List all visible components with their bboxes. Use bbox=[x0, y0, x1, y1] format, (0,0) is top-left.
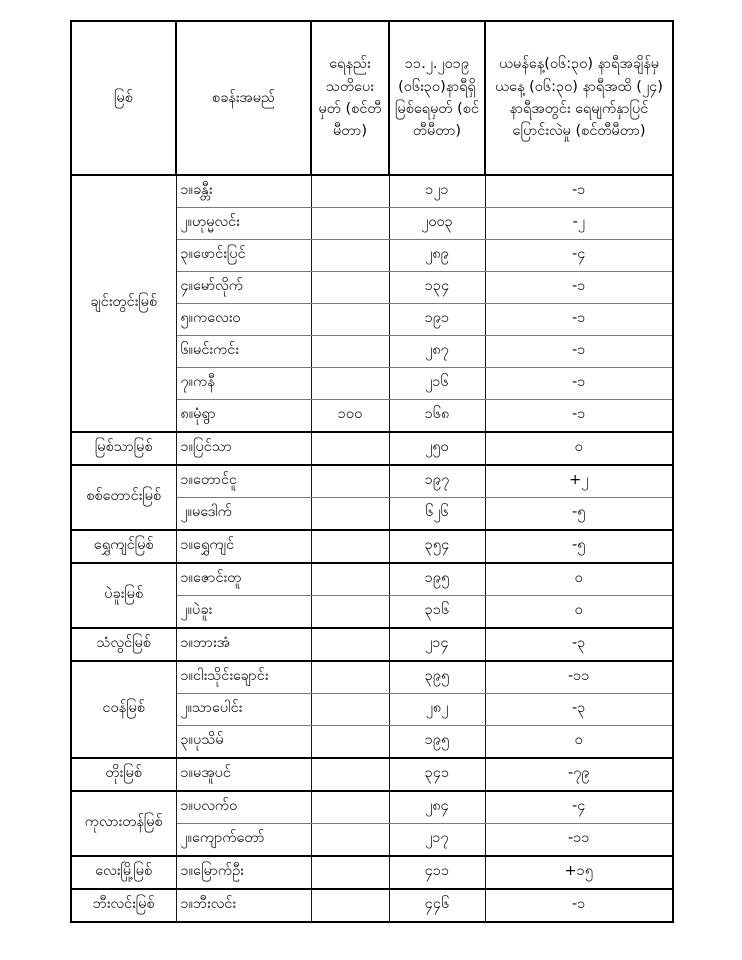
change-24h-cell: -၇၉ bbox=[485, 758, 673, 791]
warning-level-cell bbox=[311, 726, 389, 759]
table-row bbox=[71, 563, 673, 596]
column-header-warning: ရေနည်း သတိပေးမှတ် (စင်တီမီတာ) bbox=[311, 21, 389, 175]
column-header-change: ယမန်နေ့(၀၆:၃၀) နာရီအချိန်မှ ယနေ့ (၀၆:၃၀) နာရီအထိ (၂၄) နာရီအတွင်း ရေမျက်နှာပြင်ပြောင်းလဲမှု (စင်တီမီတာ) bbox=[485, 21, 673, 175]
change-24h-cell: -၃ bbox=[485, 694, 673, 726]
warning-level-cell bbox=[311, 694, 389, 726]
water-level-cell: ၁၆၈ bbox=[389, 400, 485, 433]
change-24h-cell: -၁ bbox=[485, 400, 673, 433]
station-name-cell: ၈။မုံရွာ bbox=[176, 400, 311, 433]
station-name-cell: ၄။မော်လိုက် bbox=[176, 272, 311, 304]
table-row bbox=[71, 661, 673, 694]
station-name-cell: ၁။ဇောင်းတူ bbox=[176, 563, 311, 596]
river-name-cell: ရွှေကျင်မြစ် bbox=[71, 530, 176, 563]
change-24h-cell: -၁ bbox=[485, 304, 673, 336]
station-name-cell: ၁။မြောက်ဦး bbox=[176, 856, 311, 889]
water-level-cell: ၁၃၄ bbox=[389, 272, 485, 304]
station-name-cell: ၃။ပုသိမ် bbox=[176, 726, 311, 759]
table-row bbox=[71, 465, 673, 498]
change-24h-cell: -၅ bbox=[485, 498, 673, 531]
change-24h-cell: -၄ bbox=[485, 240, 673, 272]
water-level-cell: ၆၂၆ bbox=[389, 498, 485, 531]
header-row bbox=[71, 21, 673, 175]
warning-level-cell bbox=[311, 628, 389, 661]
column-header-station: စခန်းအမည် bbox=[176, 21, 311, 175]
table-row bbox=[71, 432, 673, 465]
change-24h-cell: -၁၁ bbox=[485, 824, 673, 857]
water-level-cell: ၃၅၄ bbox=[389, 530, 485, 563]
table-row bbox=[71, 889, 673, 922]
water-level-cell: ၃၉၅ bbox=[389, 661, 485, 694]
warning-level-cell bbox=[311, 824, 389, 857]
change-24h-cell: -၁ bbox=[485, 175, 673, 208]
warning-level-cell bbox=[311, 432, 389, 465]
warning-level-cell bbox=[311, 240, 389, 272]
warning-level-cell bbox=[311, 791, 389, 824]
warning-level-cell bbox=[311, 304, 389, 336]
table-header bbox=[71, 21, 673, 175]
station-name-cell: ၁။ရွှေကျင် bbox=[176, 530, 311, 563]
river-name-cell: စစ်တောင်းမြစ် bbox=[71, 465, 176, 530]
change-24h-cell: -၁ bbox=[485, 368, 673, 400]
change-24h-cell: ၀ bbox=[485, 726, 673, 759]
water-level-cell: ၂၈၂ bbox=[389, 694, 485, 726]
warning-level-cell bbox=[311, 208, 389, 240]
station-name-cell: ၃။ဖောင်းပြင် bbox=[176, 240, 311, 272]
change-24h-cell: ၀ bbox=[485, 563, 673, 596]
table-body bbox=[71, 175, 673, 922]
change-24h-cell: -၁ bbox=[485, 889, 673, 922]
river-name-cell: ဘီးလင်းမြစ် bbox=[71, 889, 176, 922]
river-name-cell: ကုလားတန်မြစ် bbox=[71, 791, 176, 856]
water-level-cell: ၂၈၄ bbox=[389, 791, 485, 824]
river-name-cell: ချင်းတွင်းမြစ် bbox=[71, 175, 176, 432]
station-name-cell: ၁။ငါးသိုင်းချောင်း bbox=[176, 661, 311, 694]
water-level-cell: ၂၅၀ bbox=[389, 432, 485, 465]
station-name-cell: ၁။ပြင်သာ bbox=[176, 432, 311, 465]
change-24h-cell: -၅ bbox=[485, 530, 673, 563]
water-level-cell: ၁၉၁ bbox=[389, 304, 485, 336]
change-24h-cell: -၂ bbox=[485, 208, 673, 240]
river-name-cell: ငဝန်မြစ် bbox=[71, 661, 176, 758]
change-24h-cell: -၃ bbox=[485, 628, 673, 661]
station-name-cell: ၂။ပဲခူး bbox=[176, 596, 311, 629]
warning-level-cell bbox=[311, 661, 389, 694]
river-name-cell: တိုးမြစ် bbox=[71, 758, 176, 791]
water-level-cell: ၁၉၅ bbox=[389, 563, 485, 596]
table-row bbox=[71, 791, 673, 824]
river-name-cell: မြစ်သာမြစ် bbox=[71, 432, 176, 465]
water-level-cell: ၂၈၇ bbox=[389, 336, 485, 368]
river-name-cell: လေးမြို့မြစ် bbox=[71, 856, 176, 889]
warning-level-cell bbox=[311, 175, 389, 208]
warning-level-cell bbox=[311, 596, 389, 629]
change-24h-cell: -၄ bbox=[485, 791, 673, 824]
column-header-river: မြစ် bbox=[71, 21, 176, 175]
change-24h-cell: -၁ bbox=[485, 336, 673, 368]
change-24h-cell: -၁ bbox=[485, 272, 673, 304]
warning-level-cell bbox=[311, 498, 389, 531]
warning-level-cell: ၁၀၀ bbox=[311, 400, 389, 433]
warning-level-cell bbox=[311, 336, 389, 368]
station-name-cell: ၁။ဘားအံ bbox=[176, 628, 311, 661]
station-name-cell: ၂။သာပေါင်း bbox=[176, 694, 311, 726]
warning-level-cell bbox=[311, 856, 389, 889]
table-row bbox=[71, 175, 673, 208]
table-row bbox=[71, 856, 673, 889]
water-level-cell: ၁၉၅ bbox=[389, 726, 485, 759]
water-level-cell: ၃၄၁ bbox=[389, 758, 485, 791]
river-name-cell: ပဲခူးမြစ် bbox=[71, 563, 176, 628]
column-header-level: ၁၁.၂.၂၀၁၉ (၀၆း၃၀)နာရီရှိ မြစ်ရေမှတ် (စင်တီမီတာ) bbox=[389, 21, 485, 175]
station-name-cell: ၆။မင်းကင်း bbox=[176, 336, 311, 368]
river-level-table-wrapper bbox=[70, 20, 674, 923]
water-level-cell: ၄၁၁ bbox=[389, 856, 485, 889]
warning-level-cell bbox=[311, 368, 389, 400]
station-name-cell: ၂။ကျောက်တော် bbox=[176, 824, 311, 857]
station-name-cell: ၂။မဒေါက် bbox=[176, 498, 311, 531]
water-level-cell: ၂၀၀၃ bbox=[389, 208, 485, 240]
water-level-cell: ၂၁၄ bbox=[389, 628, 485, 661]
water-level-cell: ၁၉၇ bbox=[389, 465, 485, 498]
table-row bbox=[71, 530, 673, 563]
warning-level-cell bbox=[311, 889, 389, 922]
water-level-cell: ၂၁၆ bbox=[389, 368, 485, 400]
river-name-cell: သံလွင်မြစ် bbox=[71, 628, 176, 661]
change-24h-cell: ၀ bbox=[485, 596, 673, 629]
warning-level-cell bbox=[311, 272, 389, 304]
change-24h-cell: -၁၁ bbox=[485, 661, 673, 694]
water-level-cell: ၂၁၇ bbox=[389, 824, 485, 857]
change-24h-cell: +၁၅ bbox=[485, 856, 673, 889]
water-level-cell: ၂၈၉ bbox=[389, 240, 485, 272]
change-24h-cell: +၂ bbox=[485, 465, 673, 498]
change-24h-cell: ၀ bbox=[485, 432, 673, 465]
warning-level-cell bbox=[311, 758, 389, 791]
warning-level-cell bbox=[311, 465, 389, 498]
table-row bbox=[71, 758, 673, 791]
station-name-cell: ၂။ဟုမ္မလင်း bbox=[176, 208, 311, 240]
water-level-cell: ၁၂၁ bbox=[389, 175, 485, 208]
water-level-cell: ၄၄၆ bbox=[389, 889, 485, 922]
river-level-table bbox=[70, 20, 674, 923]
table-row bbox=[71, 628, 673, 661]
station-name-cell: ၁။ပလက်ဝ bbox=[176, 791, 311, 824]
station-name-cell: ၅။ကလေးဝ bbox=[176, 304, 311, 336]
station-name-cell: ၁။ခန္တီး bbox=[176, 175, 311, 208]
water-level-cell: ၃၁၆ bbox=[389, 596, 485, 629]
station-name-cell: ၁။ဘီးလင်း bbox=[176, 889, 311, 922]
warning-level-cell bbox=[311, 530, 389, 563]
warning-level-cell bbox=[311, 563, 389, 596]
station-name-cell: ၁။မအူပင် bbox=[176, 758, 311, 791]
station-name-cell: ၇။ကနီ bbox=[176, 368, 311, 400]
station-name-cell: ၁။တောင်ငူ bbox=[176, 465, 311, 498]
